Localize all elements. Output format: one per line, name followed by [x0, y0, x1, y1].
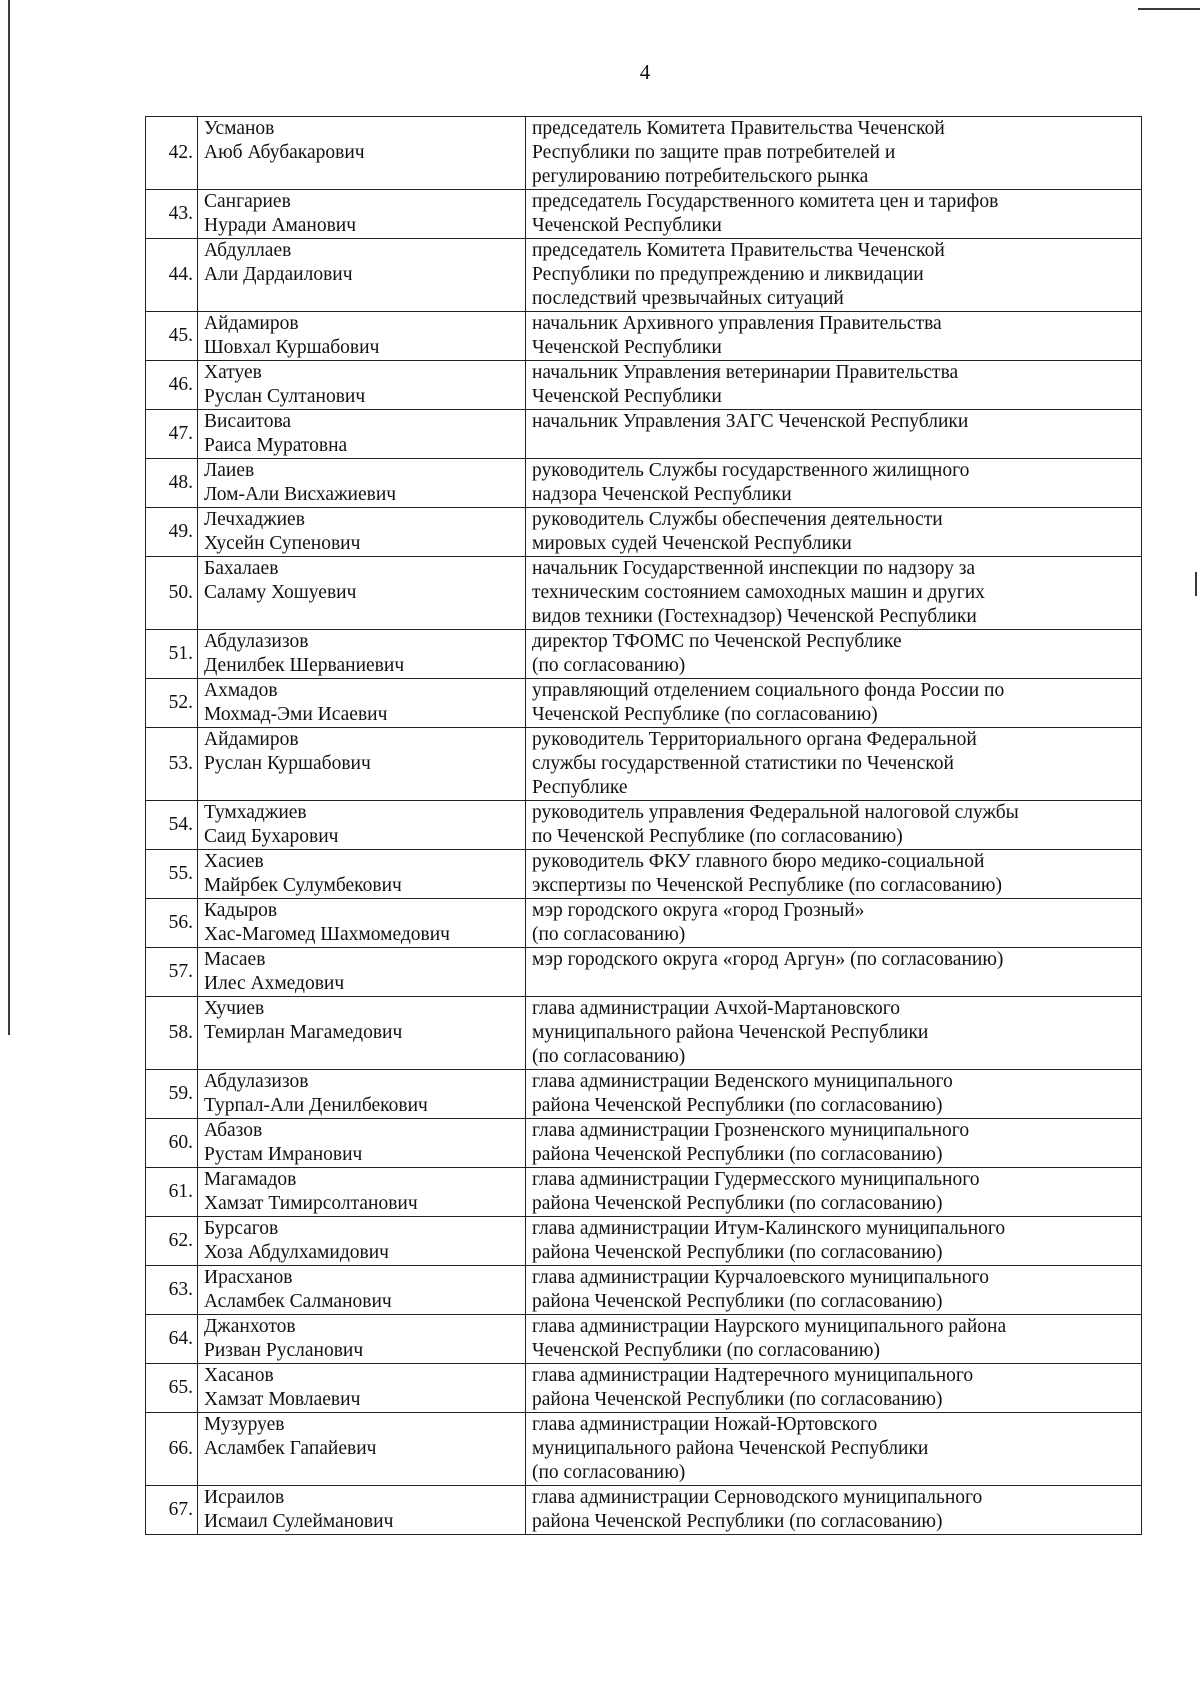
table-row [146, 1070, 1142, 1119]
member-surname: Кадыров [204, 900, 278, 921]
table-row [146, 361, 1142, 410]
position-line: муниципального района Чеченской Республики [532, 1438, 929, 1459]
member-position [526, 850, 1142, 899]
member-name [198, 1168, 526, 1217]
position-line: Республики по защите прав потребителей и [532, 142, 896, 163]
position-line: глава администрации Наурского муниципального района [532, 1316, 1007, 1337]
table-row [146, 557, 1142, 630]
row-number: 65. [146, 1364, 198, 1413]
table-row [146, 410, 1142, 459]
row-number: 56. [146, 899, 198, 948]
member-surname: Хасиев [204, 851, 264, 872]
member-given-names: Нуради Аманович [204, 215, 357, 236]
row-number: 67. [146, 1486, 198, 1535]
position-line: службы государственной статистики по Чеченской [532, 753, 954, 774]
position-line: руководитель Службы обеспечения деятельности [532, 509, 943, 530]
member-surname: Сангариев [204, 191, 291, 212]
members-table [145, 116, 1142, 1535]
member-name [198, 1266, 526, 1315]
member-name [198, 508, 526, 557]
row-number: 57. [146, 948, 198, 997]
member-position [526, 1119, 1142, 1168]
member-given-names: Руслан Куршабович [204, 753, 371, 774]
member-surname: Музуруев [204, 1414, 285, 1435]
members-table-body [146, 117, 1142, 1535]
position-line: последствий чрезвычайных ситуаций [532, 288, 844, 309]
member-name [198, 1413, 526, 1486]
member-given-names: Рустам Имранович [204, 1144, 363, 1165]
member-surname: Хасанов [204, 1365, 274, 1386]
position-line: мэр городского округа «город Аргун» (по согласованию) [532, 949, 1004, 970]
member-surname: Исраилов [204, 1487, 285, 1508]
member-position [526, 1168, 1142, 1217]
member-position [526, 1217, 1142, 1266]
position-line: района Чеченской Республики (по согласованию) [532, 1193, 943, 1214]
row-number: 50. [146, 557, 198, 630]
scan-border-left [8, 0, 10, 1035]
member-surname: Усманов [204, 118, 275, 139]
position-line: начальник Архивного управления Правительства [532, 313, 942, 334]
member-name [198, 801, 526, 850]
position-line: глава администрации Ножай-Юртовского [532, 1414, 878, 1435]
position-line: руководитель Службы государственного жилищного [532, 460, 970, 481]
position-line: техническим состоянием самоходных машин и других [532, 582, 985, 603]
table-row [146, 1168, 1142, 1217]
table-row [146, 1413, 1142, 1486]
member-name [198, 728, 526, 801]
member-given-names: Асламбек Гапайевич [204, 1438, 377, 1459]
member-name [198, 1486, 526, 1535]
member-given-names: Хусейн Супенович [204, 533, 361, 554]
table-row [146, 1119, 1142, 1168]
member-surname: Ахмадов [204, 680, 278, 701]
position-line: района Чеченской Республики (по согласованию) [532, 1144, 943, 1165]
position-line: руководитель Территориального органа Федеральной [532, 729, 977, 750]
row-number: 48. [146, 459, 198, 508]
member-surname: Лаиев [204, 460, 255, 481]
position-line: начальник Государственной инспекции по надзору за [532, 558, 976, 579]
member-position [526, 728, 1142, 801]
member-given-names: Хамзат Мовлаевич [204, 1389, 361, 1410]
position-line: по Чеченской Республике (по согласованию) [532, 826, 903, 847]
row-number: 43. [146, 190, 198, 239]
table-row [146, 899, 1142, 948]
member-given-names: Руслан Султанович [204, 386, 366, 407]
position-line: начальник Управления ветеринарии Правительства [532, 362, 959, 383]
member-given-names: Асламбек Салманович [204, 1291, 392, 1312]
position-line: глава администрации Грозненского муниципального [532, 1120, 970, 1141]
member-position [526, 508, 1142, 557]
member-name [198, 410, 526, 459]
position-line: глава администрации Надтеречного муниципального [532, 1365, 974, 1386]
row-number: 44. [146, 239, 198, 312]
row-number: 49. [146, 508, 198, 557]
member-surname: Хучиев [204, 998, 265, 1019]
member-name [198, 190, 526, 239]
position-line: глава администрации Ачхой-Мартановского [532, 998, 901, 1019]
member-surname: Джанхотов [204, 1316, 296, 1337]
table-row [146, 630, 1142, 679]
member-name [198, 117, 526, 190]
row-number: 53. [146, 728, 198, 801]
member-name [198, 361, 526, 410]
member-given-names: Турпал-Али Денилбекович [204, 1095, 428, 1116]
member-given-names: Шовхал Куршабович [204, 337, 380, 358]
position-line: директор ТФОМС по Чеченской Республике [532, 631, 902, 652]
row-number: 55. [146, 850, 198, 899]
member-given-names: Аюб Абубакарович [204, 142, 365, 163]
table-row [146, 1217, 1142, 1266]
member-name [198, 948, 526, 997]
row-number: 61. [146, 1168, 198, 1217]
row-number: 58. [146, 997, 198, 1070]
position-line: глава администрации Серноводского муниципального [532, 1487, 983, 1508]
member-name [198, 630, 526, 679]
member-position [526, 459, 1142, 508]
position-line: муниципального района Чеченской Республики [532, 1022, 929, 1043]
table-row [146, 728, 1142, 801]
member-name [198, 850, 526, 899]
row-number: 42. [146, 117, 198, 190]
scan-mark-right [1195, 572, 1197, 596]
table-row [146, 312, 1142, 361]
member-given-names: Ризван Русланович [204, 1340, 364, 1361]
member-surname: Айдамиров [204, 729, 299, 750]
member-given-names: Хас-Магомед Шахмомедович [204, 924, 450, 945]
member-name [198, 899, 526, 948]
member-surname: Лечхаджиев [204, 509, 305, 530]
member-surname: Ирасханов [204, 1267, 293, 1288]
row-number: 59. [146, 1070, 198, 1119]
table-row [146, 508, 1142, 557]
member-surname: Масаев [204, 949, 266, 970]
row-number: 62. [146, 1217, 198, 1266]
position-line: Чеченской Республике (по согласованию) [532, 704, 878, 725]
scan-border-top-right [1138, 8, 1200, 10]
position-line: мэр городского округа «город Грозный» [532, 900, 865, 921]
position-line: управляющий отделением социального фонда России по [532, 680, 1005, 701]
member-position [526, 948, 1142, 997]
position-line: видов техники (Гостехнадзор) Чеченской Республики [532, 606, 977, 627]
member-name [198, 1070, 526, 1119]
table-row [146, 997, 1142, 1070]
member-surname: Магамадов [204, 1169, 297, 1190]
position-line: района Чеченской Республики (по согласованию) [532, 1242, 943, 1263]
row-number: 52. [146, 679, 198, 728]
member-name [198, 312, 526, 361]
position-line: Чеченской Республики (по согласованию) [532, 1340, 880, 1361]
member-position [526, 410, 1142, 459]
member-name [198, 459, 526, 508]
table-row [146, 850, 1142, 899]
member-name [198, 1364, 526, 1413]
member-position [526, 312, 1142, 361]
row-number: 47. [146, 410, 198, 459]
member-surname: Абдулазизов [204, 631, 309, 652]
row-number: 46. [146, 361, 198, 410]
member-surname: Абазов [204, 1120, 263, 1141]
member-given-names: Майрбек Сулумбекович [204, 875, 402, 896]
page-number: 4 [639, 60, 651, 84]
member-surname: Тумхаджиев [204, 802, 307, 823]
table-row [146, 190, 1142, 239]
member-given-names: Денилбек Шерваниевич [204, 655, 405, 676]
member-given-names: Исмаил Сулейманович [204, 1511, 394, 1532]
member-given-names: Темирлан Магамедович [204, 1022, 403, 1043]
table-row [146, 117, 1142, 190]
member-surname: Бурсагов [204, 1218, 279, 1239]
member-given-names: Саламу Хошуевич [204, 582, 357, 603]
member-name [198, 679, 526, 728]
member-name [198, 239, 526, 312]
table-row [146, 1364, 1142, 1413]
member-given-names: Раиса Муратовна [204, 435, 348, 456]
member-given-names: Мохмад-Эми Исаевич [204, 704, 388, 725]
table-row [146, 459, 1142, 508]
position-line: района Чеченской Республики (по согласованию) [532, 1095, 943, 1116]
position-line: Чеченской Республики [532, 215, 722, 236]
position-line: начальник Управления ЗАГС Чеченской Республики [532, 411, 969, 432]
member-given-names: Саид Бухарович [204, 826, 339, 847]
member-position [526, 1364, 1142, 1413]
member-surname: Бахалаев [204, 558, 279, 579]
table-row [146, 801, 1142, 850]
member-position [526, 1315, 1142, 1364]
table-row [146, 1486, 1142, 1535]
member-position [526, 239, 1142, 312]
table-row [146, 1266, 1142, 1315]
member-name [198, 997, 526, 1070]
member-name [198, 1315, 526, 1364]
row-number: 51. [146, 630, 198, 679]
row-number: 60. [146, 1119, 198, 1168]
position-line: руководитель ФКУ главного бюро медико-социальной [532, 851, 985, 872]
member-given-names: Али Дардаилович [204, 264, 353, 285]
position-line: района Чеченской Республики (по согласованию) [532, 1291, 943, 1312]
member-given-names: Илес Ахмедович [204, 973, 345, 994]
member-surname: Висаитова [204, 411, 292, 432]
table-row [146, 239, 1142, 312]
member-position [526, 801, 1142, 850]
position-line: мировых судей Чеченской Республики [532, 533, 852, 554]
position-line: председатель Комитета Правительства Чеченской [532, 118, 945, 139]
position-line: глава администрации Итум-Калинского муниципального [532, 1218, 1006, 1239]
member-position [526, 557, 1142, 630]
member-position [526, 899, 1142, 948]
member-name [198, 557, 526, 630]
member-surname: Хатуев [204, 362, 262, 383]
position-line: председатель Государственного комитета цен и тарифов [532, 191, 999, 212]
member-position [526, 630, 1142, 679]
member-surname: Абдуллаев [204, 240, 292, 261]
member-position [526, 1413, 1142, 1486]
row-number: 63. [146, 1266, 198, 1315]
member-name [198, 1119, 526, 1168]
position-line: глава администрации Веденского муниципального [532, 1071, 953, 1092]
position-line: района Чеченской Республики (по согласованию) [532, 1511, 943, 1532]
position-line: (по согласованию) [532, 655, 686, 676]
position-line: (по согласованию) [532, 1462, 686, 1483]
member-position [526, 679, 1142, 728]
member-position [526, 117, 1142, 190]
position-line: надзора Чеченской Республики [532, 484, 792, 505]
member-surname: Абдулазизов [204, 1071, 309, 1092]
member-given-names: Хоза Абдулхамидович [204, 1242, 389, 1263]
member-position [526, 997, 1142, 1070]
member-surname: Айдамиров [204, 313, 299, 334]
position-line: председатель Комитета Правительства Чеченской [532, 240, 945, 261]
member-position [526, 190, 1142, 239]
position-line: руководитель управления Федеральной налоговой службы [532, 802, 1019, 823]
row-number: 54. [146, 801, 198, 850]
member-position [526, 361, 1142, 410]
member-position [526, 1070, 1142, 1119]
position-line: Республики по предупреждению и ликвидации [532, 264, 924, 285]
position-line: (по согласованию) [532, 924, 686, 945]
position-line: регулированию потребительского рынка [532, 166, 869, 187]
table-row [146, 679, 1142, 728]
row-number: 64. [146, 1315, 198, 1364]
member-name [198, 1217, 526, 1266]
position-line: Чеченской Республики [532, 386, 722, 407]
position-line: глава администрации Гудермесского муниципального [532, 1169, 980, 1190]
member-position [526, 1266, 1142, 1315]
position-line: Республике [532, 777, 628, 798]
row-number: 66. [146, 1413, 198, 1486]
position-line: Чеченской Республики [532, 337, 722, 358]
row-number: 45. [146, 312, 198, 361]
position-line: экспертизы по Чеченской Республике (по согласованию) [532, 875, 1002, 896]
position-line: района Чеченской Республики (по согласованию) [532, 1389, 943, 1410]
member-given-names: Хамзат Тимирсолтанович [204, 1193, 418, 1214]
table-row [146, 1315, 1142, 1364]
position-line: (по согласованию) [532, 1046, 686, 1067]
position-line: глава администрации Курчалоевского муниципального [532, 1267, 989, 1288]
table-row [146, 948, 1142, 997]
member-given-names: Лом-Али Висхажиевич [204, 484, 397, 505]
member-position [526, 1486, 1142, 1535]
